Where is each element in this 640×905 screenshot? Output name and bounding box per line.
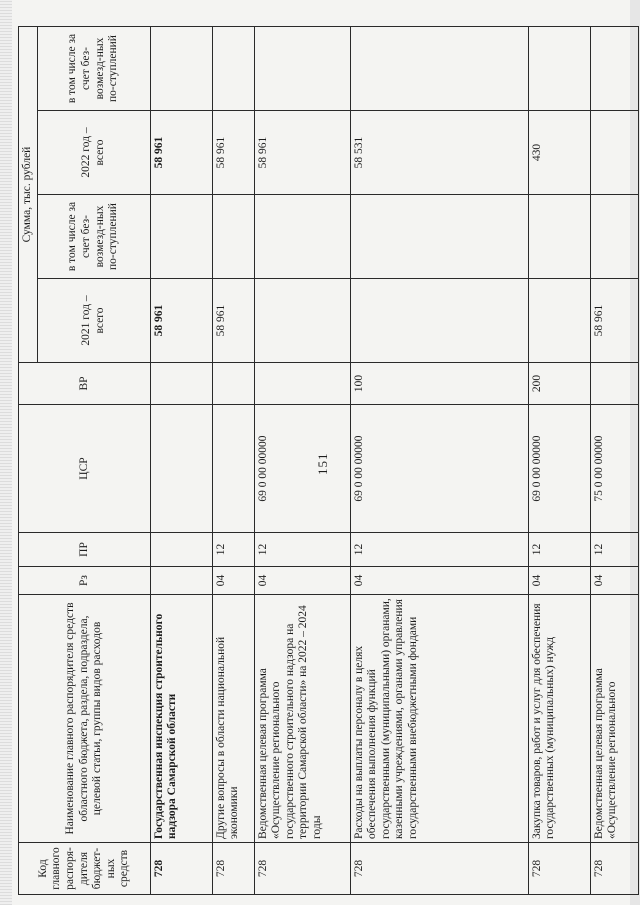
cell-2022-total: 58 531 bbox=[350, 111, 528, 195]
header-2022-grant: в том числе за счет без-возмезд-ных по-ступлений bbox=[37, 27, 150, 111]
cell-2022-grant bbox=[350, 27, 528, 111]
cell-pr: 12 bbox=[528, 533, 590, 567]
cell-code: 728 bbox=[150, 843, 212, 895]
header-pr: ПР bbox=[19, 533, 151, 567]
cell-2021-total bbox=[254, 279, 350, 363]
cell-code: 728 bbox=[350, 843, 528, 895]
table-row bbox=[150, 27, 212, 895]
header-sum-group: Сумма, тыс. рублей bbox=[19, 27, 38, 363]
header-2021-grant: в том числе за счет без-возмезд-ных по-ступлений bbox=[37, 195, 150, 279]
cell-name: Закупка товаров, работ и услуг для обеспечения государственных (муниципальных) нужд bbox=[528, 595, 590, 843]
cell-vr: 100 bbox=[350, 363, 528, 405]
cell-vr: 200 bbox=[528, 363, 590, 405]
cell-csr: 69 0 00 00000 bbox=[528, 405, 590, 533]
cell-vr bbox=[590, 363, 638, 405]
cell-name: Другие вопросы в области национальной экономики bbox=[212, 595, 254, 843]
cell-2021-grant bbox=[528, 195, 590, 279]
cell-pr: 12 bbox=[212, 533, 254, 567]
header-name: Наименование главного распорядителя средств областного бюджета, раздела, подраздела, целевой статьи, группы видов расходов bbox=[19, 595, 151, 843]
cell-rz: 04 bbox=[590, 567, 638, 595]
cell-rz: 04 bbox=[212, 567, 254, 595]
header-2021-total: 2021 год – всего bbox=[37, 279, 150, 363]
cell-2021-total bbox=[350, 279, 528, 363]
cell-vr bbox=[212, 363, 254, 405]
cell-2022-grant bbox=[528, 27, 590, 111]
header-csr: ЦСР bbox=[19, 405, 151, 533]
table-row bbox=[350, 27, 528, 895]
cell-2021-grant bbox=[350, 195, 528, 279]
cell-name: Ведомственная целевая программа «Осуществление регионального государственного строительного надзора на территории Самарской области» на 2022 – 2024 годы bbox=[254, 595, 350, 843]
header-code: Код главного распоря-дителя бюджет-ных средств bbox=[19, 843, 151, 895]
cell-code: 728 bbox=[212, 843, 254, 895]
cell-rz: 04 bbox=[254, 567, 350, 595]
cell-pr: 12 bbox=[350, 533, 528, 567]
table-row bbox=[590, 27, 638, 895]
header-vr: ВР bbox=[19, 363, 151, 405]
cell-pr bbox=[150, 533, 212, 567]
cell-2021-total: 58 961 bbox=[212, 279, 254, 363]
cell-2021-grant bbox=[590, 195, 638, 279]
cell-vr bbox=[254, 363, 350, 405]
cell-2022-total: 58 961 bbox=[150, 111, 212, 195]
cell-2021-grant bbox=[254, 195, 350, 279]
table-row bbox=[212, 27, 254, 895]
cell-2021-grant bbox=[150, 195, 212, 279]
cell-2021-total bbox=[528, 279, 590, 363]
cell-2022-grant bbox=[212, 27, 254, 111]
cell-name: Расходы на выплаты персоналу в целях обеспечения выполнения функций государственными (муниципальными) органами, казенными учреждениями, органами управления государственными внебюджетными фондами bbox=[350, 595, 528, 843]
cell-name: Ведомственная целевая программа «Осуществление регионального bbox=[590, 595, 638, 843]
page-number: 151 bbox=[315, 452, 330, 475]
cell-code: 728 bbox=[254, 843, 350, 895]
table-row bbox=[528, 27, 590, 895]
budget-table bbox=[18, 26, 639, 895]
table-row bbox=[254, 27, 350, 895]
cell-pr: 12 bbox=[254, 533, 350, 567]
cell-2022-grant bbox=[590, 27, 638, 111]
cell-2022-total: 58 961 bbox=[212, 111, 254, 195]
header-row-top bbox=[19, 27, 38, 895]
cell-2022-grant bbox=[150, 27, 212, 111]
header-2022-total: 2022 год – всего bbox=[37, 111, 150, 195]
cell-csr: 69 0 00 00000 bbox=[350, 405, 528, 533]
cell-csr: 75 0 00 00000 bbox=[590, 405, 638, 533]
cell-2021-total: 58 961 bbox=[590, 279, 638, 363]
cell-csr bbox=[212, 405, 254, 533]
cell-2022-total bbox=[590, 111, 638, 195]
cell-rz bbox=[150, 567, 212, 595]
cell-code: 728 bbox=[590, 843, 638, 895]
cell-code: 728 bbox=[528, 843, 590, 895]
cell-vr bbox=[150, 363, 212, 405]
cell-2022-total: 430 bbox=[528, 111, 590, 195]
cell-csr bbox=[150, 405, 212, 533]
cell-2021-grant bbox=[212, 195, 254, 279]
cell-pr: 12 bbox=[590, 533, 638, 567]
cell-2022-total: 58 961 bbox=[254, 111, 350, 195]
cell-csr: 69 0 00 00000 bbox=[254, 405, 350, 533]
cell-2021-total: 58 961 bbox=[150, 279, 212, 363]
cell-rz: 04 bbox=[528, 567, 590, 595]
header-rz: Рз bbox=[19, 567, 151, 595]
table-body bbox=[150, 27, 638, 895]
cell-rz: 04 bbox=[350, 567, 528, 595]
cell-2022-grant bbox=[254, 27, 350, 111]
cell-name: Государственная инспекция строительного надзора Самарской области bbox=[150, 595, 212, 843]
